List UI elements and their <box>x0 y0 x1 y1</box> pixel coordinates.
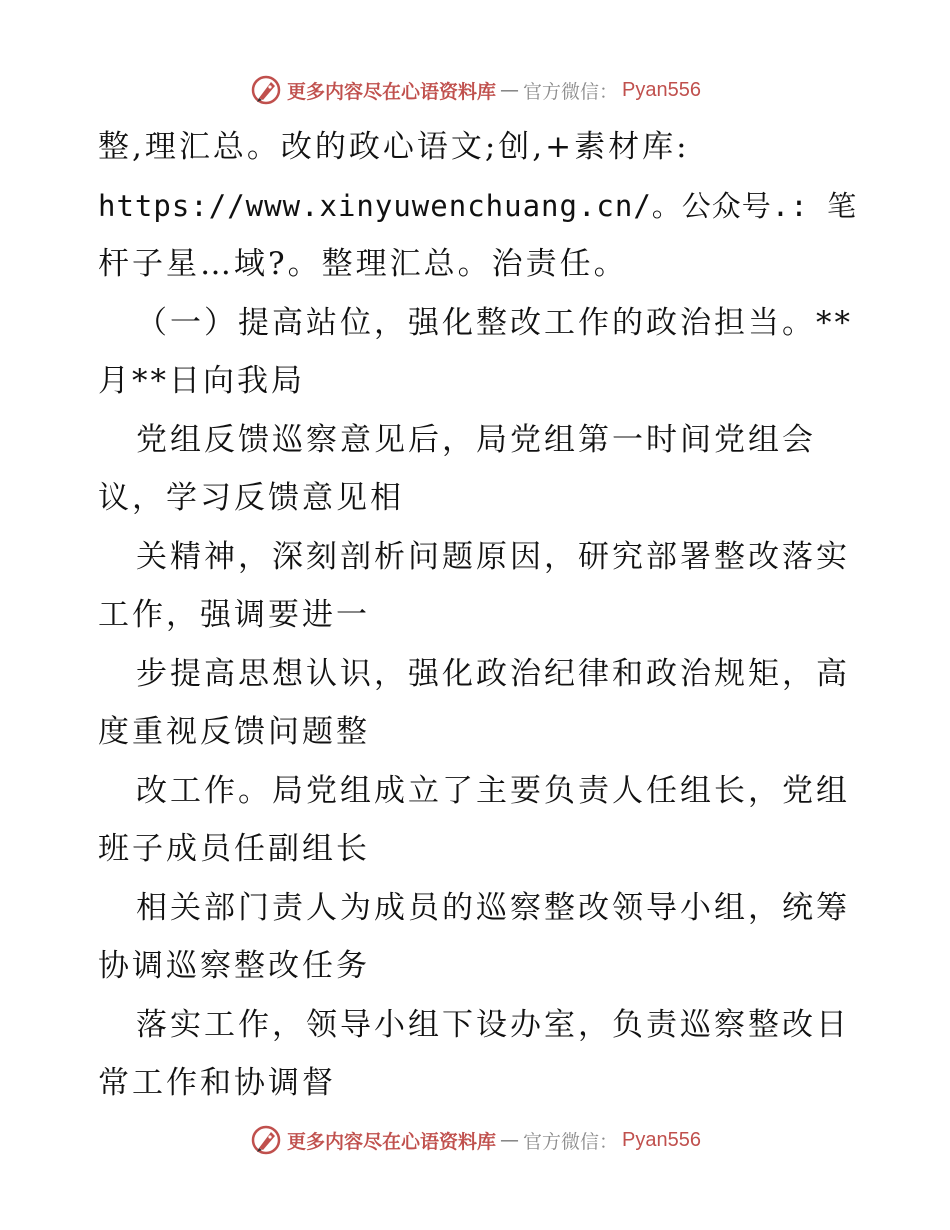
body-line: 工作，强调要进一 <box>98 597 370 633</box>
document-body <box>98 118 858 1113</box>
body-line: 改工作。局党组成立了主要负责人任组长，党组 <box>136 772 850 809</box>
body-line: 步提高思想认识，强化政治纪律和政治规矩，高 <box>136 655 850 692</box>
wechat-id: Pyan556 <box>622 78 701 101</box>
separator: — <box>500 1129 520 1151</box>
pen-nib-circle-icon <box>249 73 283 107</box>
promo-text: 更多内容尽在心语资料库 <box>287 1130 497 1153</box>
body-line: 协调巡察整改任务 <box>98 948 370 984</box>
body-line: 班子成员任副组长 <box>98 831 370 867</box>
body-line: 党组反馈巡察意见后，局党组第一时间党组会 <box>136 421 816 458</box>
body-line: 落实工作，领导小组下设办室，负责巡察整改日 <box>136 1006 850 1043</box>
wechat-label: 官方微信： <box>523 80 619 103</box>
body-line: 关精神，深刻剖析问题原因，研究部署整改落实 <box>136 538 850 575</box>
header-banner <box>0 70 950 110</box>
body-line: 月**日向我局 <box>98 363 305 399</box>
body-line: 常工作和协调督 <box>98 1065 336 1101</box>
pen-nib-circle-icon <box>249 1123 283 1157</box>
footer-banner <box>0 1120 950 1160</box>
body-line: （一）提高站位，强化整改工作的政治担当。** <box>136 304 853 341</box>
body-line: 整,理汇总。改的政心语文;创,+素材库: <box>98 129 690 165</box>
body-line: 议，学习反馈意见相 <box>98 480 404 516</box>
separator: — <box>500 79 520 101</box>
body-line: 相关部门责人为成员的巡察整改领导小组，统筹 <box>136 889 850 926</box>
body-line: 杆子星…域?。整理汇总。治责任。 <box>98 246 628 282</box>
wechat-id: Pyan556 <box>622 1128 701 1151</box>
body-line: 度重视反馈问题整 <box>98 714 370 750</box>
body-line: https://www.xinyuwenchuang.cn/。公众号.: 笔 <box>98 188 858 223</box>
promo-text: 更多内容尽在心语资料库 <box>287 80 497 103</box>
wechat-label: 官方微信： <box>523 1130 619 1153</box>
